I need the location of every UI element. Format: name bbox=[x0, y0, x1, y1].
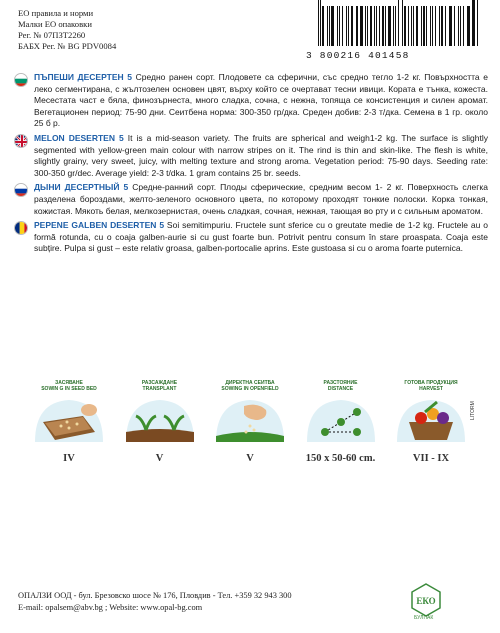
company-contacts: E-mail: opalsem@abv.bg ; Website: www.opal-bg.com bbox=[18, 603, 203, 612]
barcode bbox=[306, 6, 482, 61]
header-line: БАБХ Рег. № BG PDV0084 bbox=[18, 41, 117, 51]
barcode-bar bbox=[329, 6, 330, 46]
barcode-bar bbox=[327, 6, 328, 46]
step-label: ЗАСЯВАНЕ SOWIN G IN SEED BED bbox=[41, 380, 97, 392]
russia-flag-icon bbox=[14, 183, 28, 197]
step-direct-sowing bbox=[211, 380, 289, 470]
barcode-bar bbox=[385, 6, 386, 46]
barcode-bar bbox=[450, 6, 452, 46]
barcode-bar bbox=[408, 6, 409, 46]
barcode-bar bbox=[322, 6, 324, 46]
section-title: ДЫНИ ДЕСЕРТНЫЙ 5 bbox=[34, 182, 129, 193]
barcode-number: 3 800216 401458 bbox=[306, 50, 410, 61]
growing-steps bbox=[30, 380, 470, 470]
step-label: РАЗСАЖДАНЕ TRANSPLANT bbox=[141, 380, 178, 392]
step-value: IV bbox=[63, 453, 75, 464]
section-bg bbox=[14, 72, 488, 130]
barcode-bar bbox=[402, 0, 403, 46]
plant-spacing-icon bbox=[305, 392, 377, 444]
printer-mark: LITORM bbox=[470, 401, 476, 420]
barcode-bar bbox=[356, 6, 357, 46]
eko-label: ЕКО bbox=[416, 596, 436, 606]
barcode-bar bbox=[382, 6, 384, 46]
barcode-bar bbox=[413, 6, 414, 46]
barcode-bar bbox=[430, 6, 431, 46]
barcode-bar bbox=[467, 6, 468, 46]
step-value: VII - IX bbox=[412, 453, 450, 464]
step-label: РАЗСТОЯНИЕ DISTANCE bbox=[323, 380, 358, 392]
barcode-bar bbox=[395, 6, 396, 46]
step-value: 150 x 50-60 cm. bbox=[305, 453, 376, 464]
barcode-bar bbox=[468, 6, 470, 46]
section-ru bbox=[14, 182, 488, 217]
step-label: ГОТОВА ПРОДУКЦИЯ HARVEST bbox=[404, 380, 458, 392]
uk-flag-icon bbox=[14, 134, 28, 148]
hand-sowing-icon bbox=[214, 392, 286, 444]
barcode-bar bbox=[379, 6, 380, 46]
barcode-bar bbox=[351, 6, 353, 46]
vegetable-basket-icon bbox=[395, 392, 467, 444]
barcode-bar bbox=[388, 6, 391, 46]
barcode-bar bbox=[472, 0, 475, 46]
barcode-bar bbox=[374, 6, 375, 46]
barcode-bar bbox=[404, 6, 406, 46]
barcode-bar bbox=[416, 6, 419, 46]
barcode-bar bbox=[348, 6, 350, 46]
barcode-bar bbox=[463, 6, 464, 46]
barcode-bar bbox=[454, 6, 455, 46]
barcode-bar bbox=[477, 0, 478, 46]
step-sowing-seedbed bbox=[30, 380, 108, 470]
barcode-bar bbox=[337, 6, 338, 46]
barcode-bar bbox=[449, 6, 450, 46]
section-text: Soi semitimpuriu. Fructele sunt sferice cu o greutate medie de 1-2 kg. Fructele au o formă rotunda, cu o coaja galben-aurie si cu gust foarte bun. Potrivit pentru consum în stare proaspata. Coaja este subțire. Pulpa si gust – este relativ groasa, galben-portocalie aprins. Este gustoasa si cu o aroma foarte puternica. bbox=[34, 220, 488, 254]
step-value: V bbox=[246, 453, 254, 464]
barcode-bar bbox=[342, 6, 343, 46]
section-text: Средне-ранний сорт. Плоды сферические, средним весом 1- 2 кг. Поверхность слегка разделена бороздами, желто-зеленого основного цвета, по которому проходят тонкие полоски. Корка тонкая, кожистая. Мякоть белая, мелкозернистая, очень сладкая, сочная, нежная, тающая во рту и с сильным ароматом. bbox=[34, 182, 488, 216]
bulgaria-flag-icon bbox=[14, 73, 28, 87]
barcode-bar bbox=[365, 6, 366, 46]
barcode-bar bbox=[320, 0, 321, 46]
barcode-bar bbox=[460, 6, 461, 46]
barcode-bar bbox=[370, 6, 372, 46]
section-title: MELON DESERTEN 5 bbox=[34, 132, 124, 143]
barcode-bar bbox=[423, 6, 425, 46]
step-transplant bbox=[121, 380, 199, 470]
barcode-bar bbox=[445, 6, 446, 46]
step-distance bbox=[302, 380, 380, 470]
barcode-bar bbox=[357, 6, 358, 46]
section-text: It is a mid-season variety. The fruits are spherical and weigh1-2 kg. The surface is slightly segmented with yellow-green main colour with narrow stripes on it. The rind is thin and skin-like. The flesh is white, slightly grainy, very sweet, juicy, with melting texture and strong aroma. Vegetation period: 75-90 days. Seeding rate: 300-350 gr/dec. Average yield: 2-3 t/dka. 1 gram contains 25 br. seeds. bbox=[34, 132, 489, 178]
company-address: ОПАЛЗИ ООД - бул. Брезовско шосе № 176, Пловдив - Тел. +359 32 943 300 bbox=[18, 591, 292, 600]
registration-header bbox=[18, 8, 116, 52]
section-ro bbox=[14, 220, 488, 255]
step-label: ДИРЕКТНА СЕИТБА SOWING IN OPENFIELD bbox=[221, 380, 279, 392]
barcode-bar bbox=[339, 6, 341, 46]
barcode-bar bbox=[421, 6, 422, 46]
barcode-bar bbox=[360, 6, 363, 46]
barcode-bars bbox=[318, 6, 482, 46]
barcode-bar bbox=[398, 0, 400, 46]
barcode-bar bbox=[435, 6, 436, 46]
section-title: PEPENE GALBEN DESERTEN 5 bbox=[34, 220, 165, 231]
step-value: V bbox=[155, 453, 164, 464]
seed-tray-icon bbox=[33, 392, 105, 444]
section-title: ПЪПЕШИ ДЕСЕРТЕН 5 bbox=[34, 72, 132, 82]
romania-flag-icon bbox=[14, 221, 28, 235]
header-line: ЕО правила и норми bbox=[18, 8, 94, 18]
barcode-bar bbox=[331, 6, 334, 46]
header-line: Рег. № 07ПЗТ2260 bbox=[18, 30, 86, 40]
barcode-bar bbox=[318, 0, 319, 46]
header-line: Малки ЕО опаковки bbox=[18, 19, 92, 29]
barcode-bar bbox=[376, 6, 377, 46]
section-en bbox=[14, 133, 488, 179]
barcode-bar bbox=[439, 6, 440, 46]
description-sections bbox=[14, 72, 488, 258]
eko-sub-label: БУЛПАК bbox=[414, 615, 434, 621]
step-harvest bbox=[392, 380, 470, 470]
barcode-bar bbox=[393, 6, 394, 46]
barcode-bar bbox=[411, 6, 412, 46]
barcode-bar bbox=[367, 6, 368, 46]
company-footer bbox=[18, 590, 292, 614]
barcode-bar bbox=[426, 6, 427, 46]
transplant-icon bbox=[124, 392, 196, 444]
barcode-bar bbox=[432, 6, 434, 46]
barcode-bar bbox=[346, 6, 347, 46]
barcode-bar bbox=[458, 6, 460, 46]
section-text: Средно ранен сорт. Плодовете са сферични, със средно тегло 1-2 кг. Повърхността е леко сегментирана, с жълтозелен основен цвят, върху който се очертават тесни ивици. Кората е тънка, кожеста. Месестата част е бяла, финозърнеста, много сладка, сочна, с нежна, топяща се консистенция и силен аромат. Вегетационен период: 75-90 дни. Сеитбена норма: 300-350 гр/дка. Среден добив: 2-3 т/дка. Семена в 1 гр. около 25 б р. bbox=[34, 72, 488, 129]
barcode-bar bbox=[441, 6, 444, 46]
